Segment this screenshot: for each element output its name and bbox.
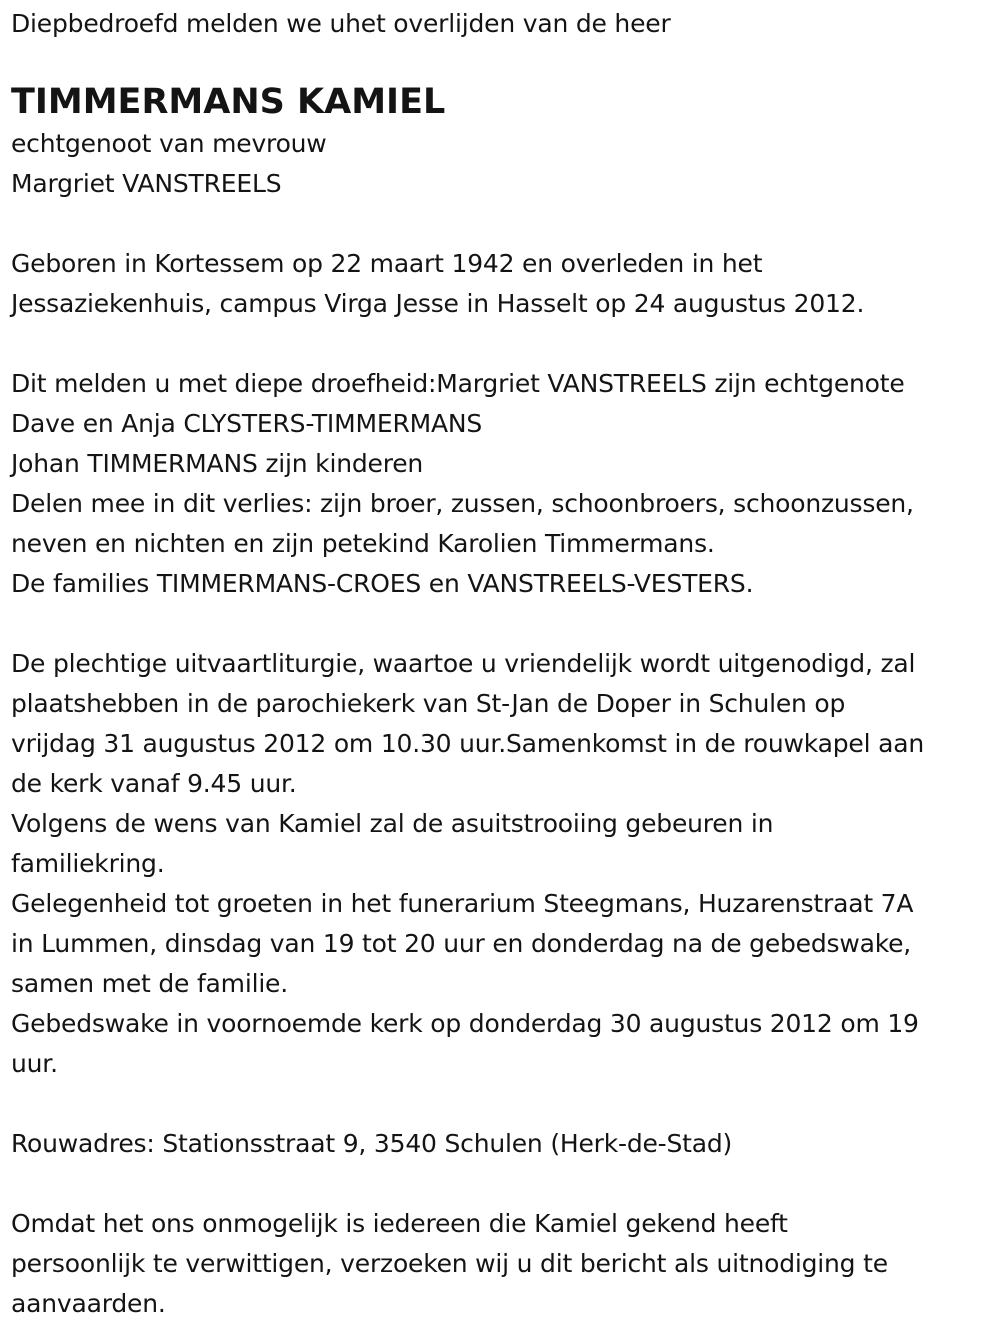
family-line: De families TIMMERMANS-CROES en VANSTREELS-VESTERS. bbox=[11, 569, 754, 598]
ceremony-line: De plechtige uitvaartliturgie, waartoe u vriendelijk wordt uitgenodigd, zal bbox=[11, 649, 916, 678]
closing-line: aanvaarden. bbox=[11, 1289, 166, 1318]
closing-block bbox=[11, 1204, 996, 1324]
family-line: Dave en Anja CLYSTERS-TIMMERMANS bbox=[11, 409, 483, 438]
spacer bbox=[11, 324, 996, 364]
spacer bbox=[11, 604, 996, 644]
birth-death-line: Geboren in Kortessem op 22 maart 1942 en overleden in het bbox=[11, 249, 763, 278]
obituary-notice bbox=[11, 0, 996, 1324]
ceremony-line: in Lummen, dinsdag van 19 tot 20 uur en donderdag na de gebedswake, bbox=[11, 929, 912, 958]
spouse-line: echtgenoot van mevrouw bbox=[11, 129, 327, 158]
family-line: neven en nichten en zijn petekind Karolien Timmermans. bbox=[11, 529, 715, 558]
closing-line: Omdat het ons onmogelijk is iedereen die Kamiel gekend heeft bbox=[11, 1209, 788, 1238]
ceremony-line: plaatshebben in de parochiekerk van St-Jan de Doper in Schulen op bbox=[11, 689, 846, 718]
closing-line: persoonlijk te verwittigen, verzoeken wij u dit bericht als uitnodiging te bbox=[11, 1249, 888, 1278]
spouse-block bbox=[11, 124, 996, 204]
birth-death-line: Jessaziekenhuis, campus Virga Jesse in Hasselt op 24 augustus 2012. bbox=[11, 289, 865, 318]
ceremony-line: de kerk vanaf 9.45 uur. bbox=[11, 769, 297, 798]
family-line: Dit melden u met diepe droefheid:Margriet VANSTREELS zijn echtgenote bbox=[11, 369, 905, 398]
ceremony-line: uur. bbox=[11, 1049, 58, 1078]
spacer bbox=[11, 1164, 996, 1204]
ceremony-line: Gelegenheid tot groeten in het funerarium Steegmans, Huzarenstraat 7A bbox=[11, 889, 914, 918]
ceremony-block bbox=[11, 644, 996, 1084]
spacer bbox=[11, 1084, 996, 1124]
birth-death-block bbox=[11, 244, 996, 324]
ceremony-line: familiekring. bbox=[11, 849, 165, 878]
ceremony-line: Gebedswake in voornoemde kerk op donderdag 30 augustus 2012 om 19 bbox=[11, 1009, 919, 1038]
deceased-name: TIMMERMANS KAMIEL bbox=[11, 82, 446, 122]
intro-text: Diepbedroefd melden we uhet overlijden van de heer bbox=[11, 9, 671, 38]
ceremony-line: samen met de familie. bbox=[11, 969, 288, 998]
ceremony-line: vrijdag 31 augustus 2012 om 10.30 uur.Samenkomst in de rouwkapel aan bbox=[11, 729, 924, 758]
spouse-line: Margriet VANSTREELS bbox=[11, 169, 282, 198]
mourning-address: Rouwadres: Stationsstraat 9, 3540 Schulen (Herk-de-Stad) bbox=[11, 1129, 733, 1158]
ceremony-line: Volgens de wens van Kamiel zal de asuitstrooiing gebeuren in bbox=[11, 809, 774, 838]
spacer bbox=[11, 204, 996, 244]
family-line: Johan TIMMERMANS zijn kinderen bbox=[11, 449, 424, 478]
family-line: Delen mee in dit verlies: zijn broer, zussen, schoonbroers, schoonzussen, bbox=[11, 489, 914, 518]
family-block bbox=[11, 364, 996, 604]
